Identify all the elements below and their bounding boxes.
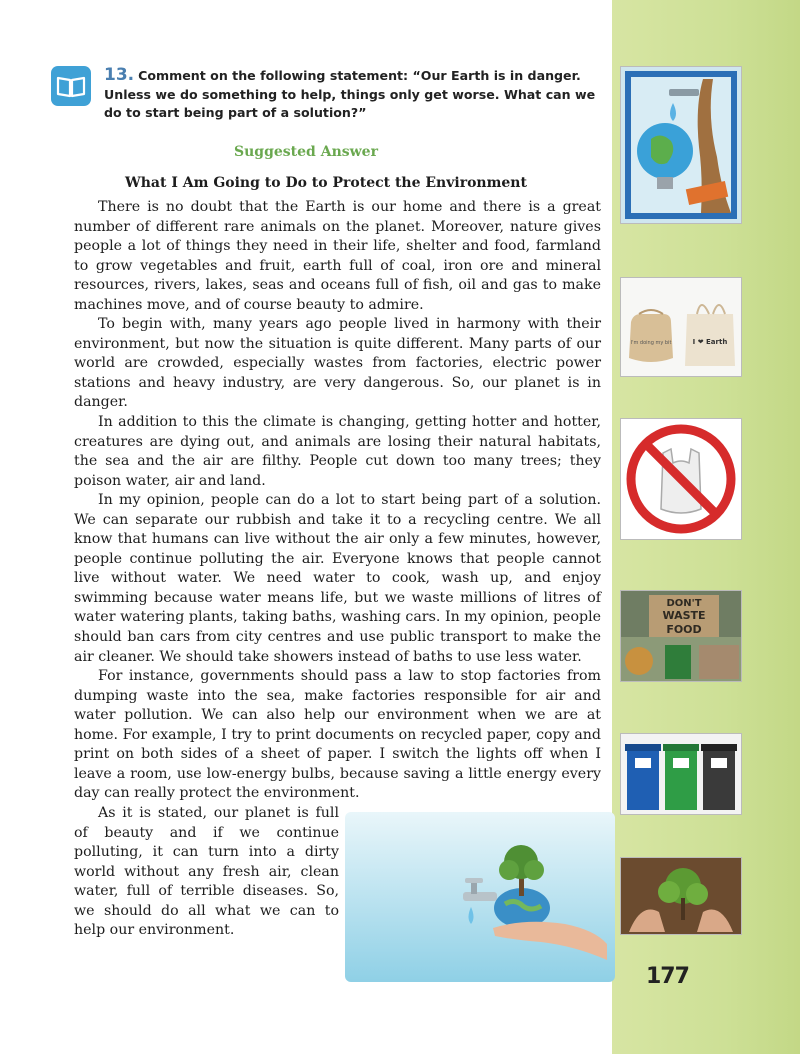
- no-plastic-bag-image: [620, 418, 742, 540]
- bag-left-text: I'm doing my bit: [630, 340, 672, 346]
- book-icon: [51, 66, 91, 106]
- essay-paragraph: In my opinion, people can do a lot to start being part of a solution. We can separate our rubbish and take it to a recycling centre. We all know that humans can live without the air only a few minutes, however, people continue polluting the air. Everyone knows that people cannot live without water. We need water to cook, wash up, and enjoy swimming because water means life, but we waste millions of litres of water watering plants, taking baths, washing cars. In my opinion, people should ban cars from city centres and use public transport to make the air cleaner. We should take showers instead of baths to use less water.: [74, 492, 601, 665]
- essay-paragraph: As it is stated, our planet is full of beauty and if we continue polluting, it can turn into a dirty world without any fresh air, clean water, full of terrible diseases. So, we should do all what we can to help our environment.: [74, 804, 339, 939]
- suggested-answer-label: Suggested Answer: [234, 144, 378, 160]
- task-text: Comment on the following statement: “Our Earth is in danger. Unless we do something to help, things only get worse. What can we do to start being part of a solution?”: [104, 68, 596, 120]
- essay-paragraph: In addition to this the climate is changing, getting hotter and hotter, creatures are dying out, and animals are losing their natural habitats, the sea and the air are filthy. People cut down too many trees; they poison water, air and land.: [74, 414, 601, 489]
- essay-title: What I Am Going to Do to Protect the Environment: [125, 175, 527, 191]
- recycling-bins-image: [620, 733, 742, 815]
- dont-waste-food-image: [620, 590, 742, 682]
- water-hand-image: [345, 812, 615, 982]
- task-instruction: [104, 66, 610, 123]
- sign-line-3: FOOD: [666, 623, 702, 636]
- essay-paragraph: There is no doubt that the Earth is our home and there is a great number of different rare animals on the planet. Moreover, nature gives people a lot of things they need in their life, shelter and food, farmland to grow vegetables and fruit, earth full of coal, iron ore and mineral resources, rivers, lakes, seas and oceans full of fish, oil and gas to make machines move, and of course beauty to admire.: [74, 199, 601, 313]
- eco-bags-image: [620, 277, 742, 377]
- bag-right-text: I ❤ Earth: [692, 338, 728, 346]
- essay-paragraph: For instance, governments should pass a law to stop factories from dumping waste into the sea, make factories responsible for air and water pollution. We can also help our environment when we are at home. For example, I try to print documents on recycled paper, copy and print on both sides of a sheet of paper. I switch the lights off when I leave a room, use low-energy bulbs, because saving a little energy every day can really protect the environment.: [74, 668, 601, 802]
- task-number: 13.: [104, 65, 135, 85]
- sign-line-2: WASTE: [662, 609, 706, 622]
- poster-image: [620, 66, 742, 224]
- page-number: 177: [646, 964, 689, 989]
- essay-body: [74, 198, 601, 982]
- sign-line-1: DON'T: [666, 598, 702, 609]
- planting-tree-image: [620, 857, 742, 935]
- essay-paragraph: To begin with, many years ago people lived in harmony with their environment, but now the situation is quite different. Many parts of our world are crowded, especially wastes from factories, electric power stations and heavy industry, are very dangerous. So, our planet is in danger.: [74, 316, 601, 411]
